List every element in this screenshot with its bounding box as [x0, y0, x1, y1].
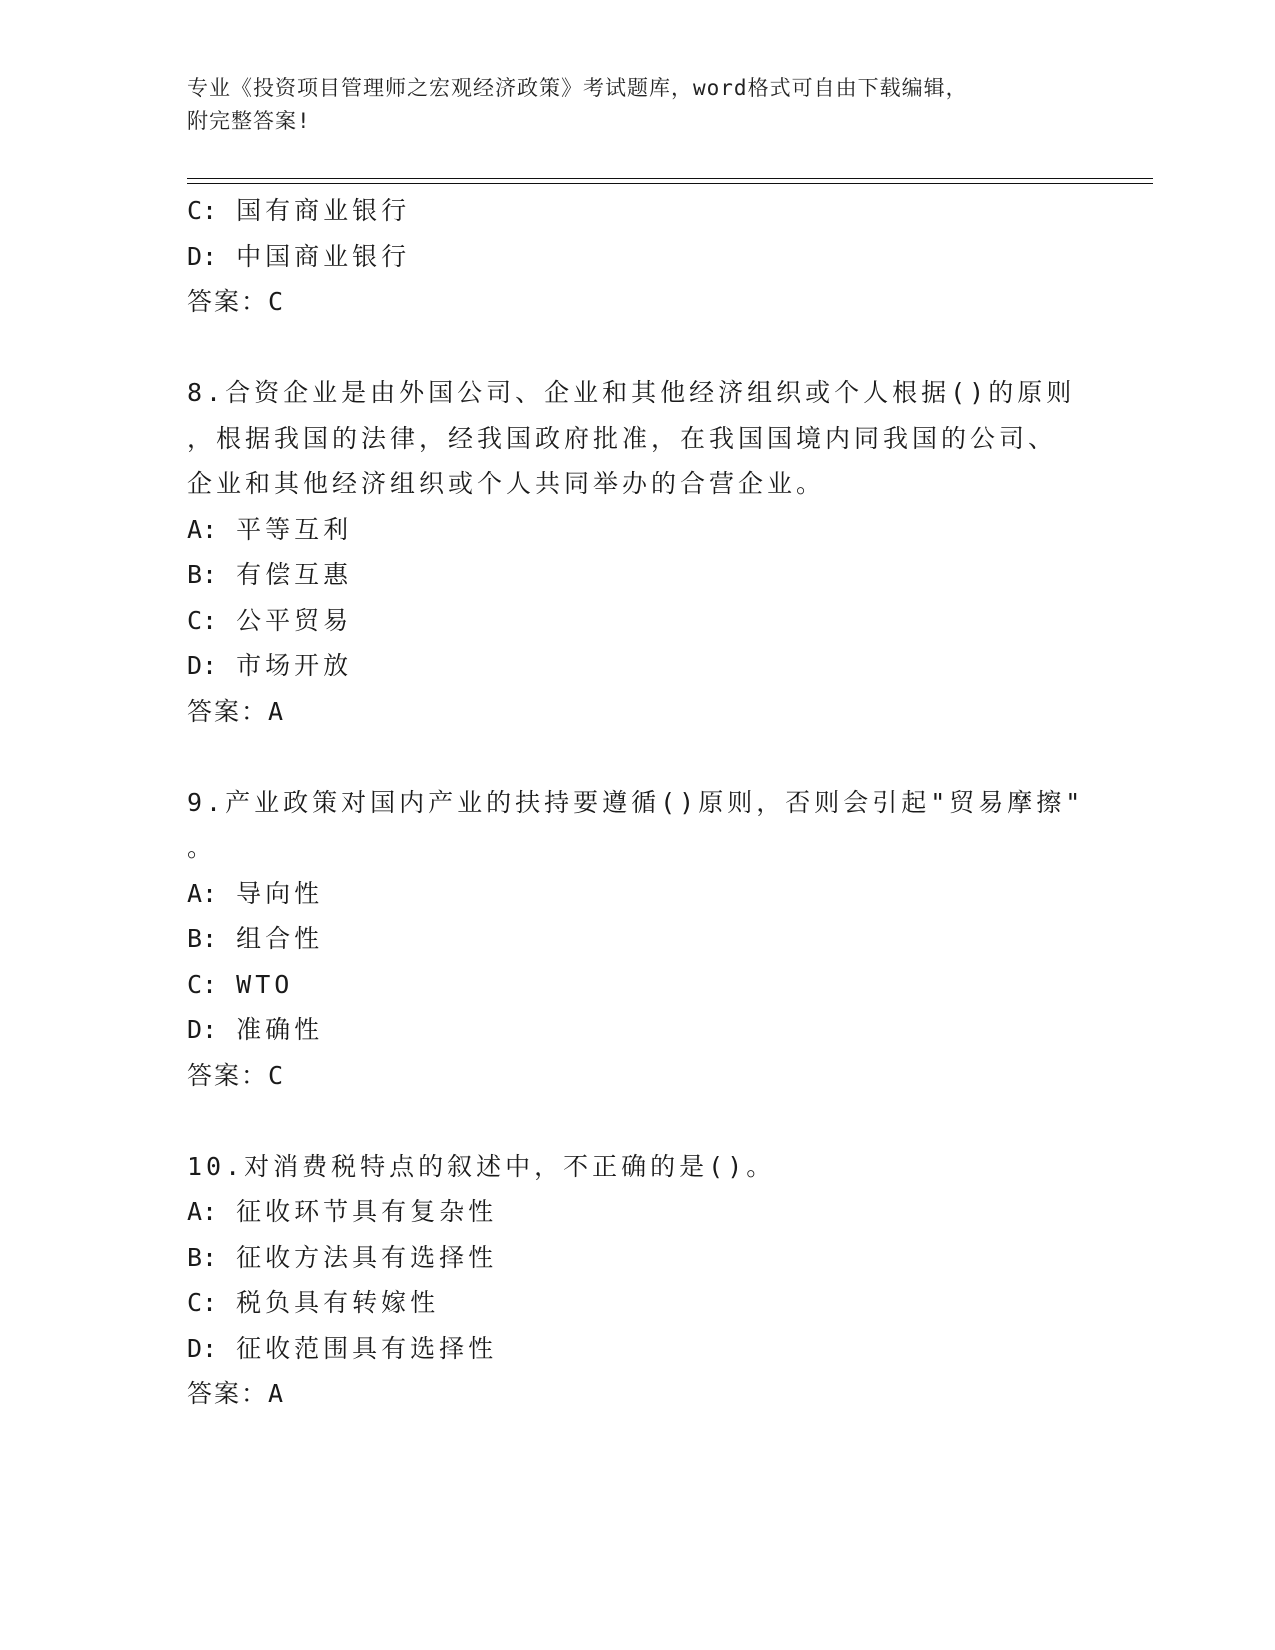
- question-10: [187, 1144, 1087, 1417]
- question-8: [187, 370, 1087, 734]
- question-text-line: 。: [187, 833, 217, 862]
- option-b: B: 征收方法具有选择性: [187, 1242, 498, 1272]
- question-text-line: ，根据我国的法律，经我国政府批准，在我国国境内同我国的公司、: [187, 423, 1058, 453]
- page-header: [187, 72, 1067, 138]
- question-text-line: 8.合资企业是由外国公司、企业和其他经济组织或个人根据()的原则: [187, 378, 1076, 407]
- option-b: B: 组合性: [187, 924, 324, 953]
- option-b: B: 有偿互惠: [187, 560, 353, 589]
- question-text-line: 企业和其他经济组织或个人共同举办的合营企业。: [187, 469, 826, 498]
- header-line-2: 附完整答案!: [187, 109, 311, 133]
- answer-line: 答案：A: [187, 1379, 285, 1408]
- option-d: D: 征收范围具有选择性: [187, 1333, 498, 1363]
- option-a: A: 导向性: [187, 878, 324, 908]
- question-9: [187, 780, 1087, 1099]
- question-text-line: 9.产业政策对国内产业的扶持要遵循()原则，否则会引起"贸易摩擦": [187, 787, 1085, 817]
- option-d: D: 中国商业银行: [187, 241, 411, 271]
- question-list: [187, 188, 1087, 1417]
- option-d: D: 准确性: [187, 1015, 324, 1044]
- option-d: D: 市场开放: [187, 651, 353, 680]
- header-rule-bottom: [187, 183, 1153, 184]
- option-c: C: 税负具有转嫁性: [187, 1288, 440, 1317]
- option-a: A: 平等互利: [187, 514, 353, 544]
- option-c: C: WTO: [187, 969, 294, 999]
- header-rule-top: [187, 178, 1153, 179]
- answer-line: 答案：A: [187, 696, 285, 726]
- option-c: C: 国有商业银行: [187, 196, 411, 225]
- answer-line: 答案：C: [187, 287, 285, 316]
- answer-line: 答案：C: [187, 1060, 285, 1090]
- question-7: [187, 188, 1087, 325]
- option-c: C: 公平贸易: [187, 605, 353, 635]
- option-a: A: 征收环节具有复杂性: [187, 1197, 498, 1226]
- question-text-line: 10.对消费税特点的叙述中，不正确的是()。: [187, 1151, 776, 1181]
- header-line-1: 专业《投资项目管理师之宏观经济政策》考试题库，word格式可自由下载编辑，: [187, 76, 968, 100]
